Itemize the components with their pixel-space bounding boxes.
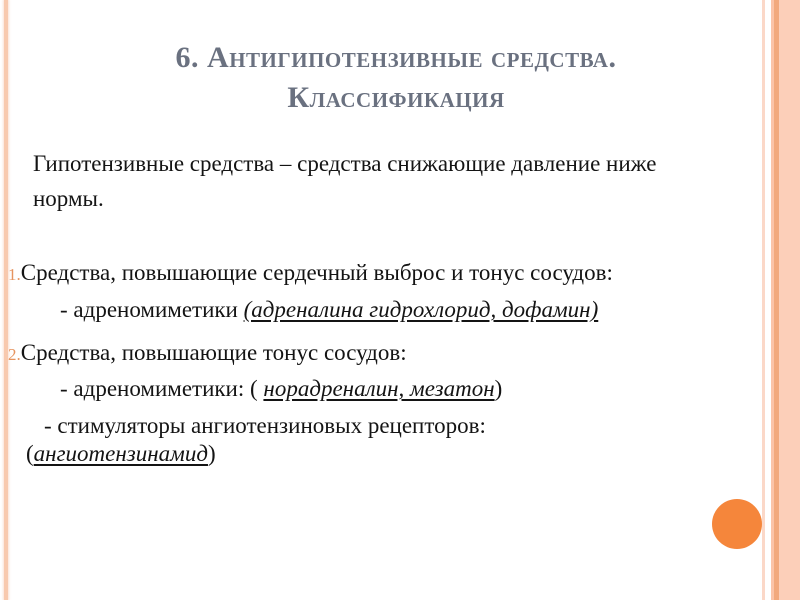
- list-item-2: [8, 337, 407, 371]
- text-segment: (: [26, 441, 34, 466]
- slide-title: [40, 38, 752, 118]
- right-stripe-thin-line: [762, 0, 765, 600]
- text-segment: ): [494, 376, 503, 401]
- right-stripe: [762, 0, 800, 600]
- list-item-1-heading: Средства, повышающие сердечный выброс и тонус сосудов:: [20, 260, 613, 285]
- text-segment: - адреномиметики: [60, 297, 244, 322]
- drug-names-underlined: норадреналин, мезатон: [263, 376, 495, 401]
- text-segment: - стимуляторы ангиотензиновых рецепторов:: [44, 413, 486, 438]
- right-stripe-band-dark: [774, 0, 779, 600]
- list-item-1: [8, 257, 613, 291]
- list-item-2-heading: Средства, повышающие тонус сосудов:: [20, 340, 407, 365]
- list-item-2-subline-3: [26, 438, 216, 470]
- drug-names-underlined: ангиотензинамид: [33, 441, 208, 466]
- left-border-line: [4, 0, 8, 600]
- text-segment: - адреномиметики: (: [60, 376, 264, 401]
- list-item-1-number: 1.: [8, 265, 21, 284]
- text-segment: ): [207, 441, 216, 466]
- list-item-2-subline-1: [60, 373, 502, 405]
- title-line-2: Классификация: [287, 81, 505, 114]
- drug-names-underlined: (адреналина гидрохлорид, дофамин): [243, 297, 599, 322]
- list-item-2-number: 2.: [8, 345, 21, 364]
- list-item-1-subline-1: [60, 294, 598, 326]
- intro-paragraph: Гипотензивные средства – средства снижающие давление ниже нормы.: [33, 151, 657, 211]
- right-stripe-band: [771, 0, 800, 600]
- title-line-1: 6. Антигипотензивные средства.: [175, 41, 617, 74]
- accent-circle: [712, 499, 762, 549]
